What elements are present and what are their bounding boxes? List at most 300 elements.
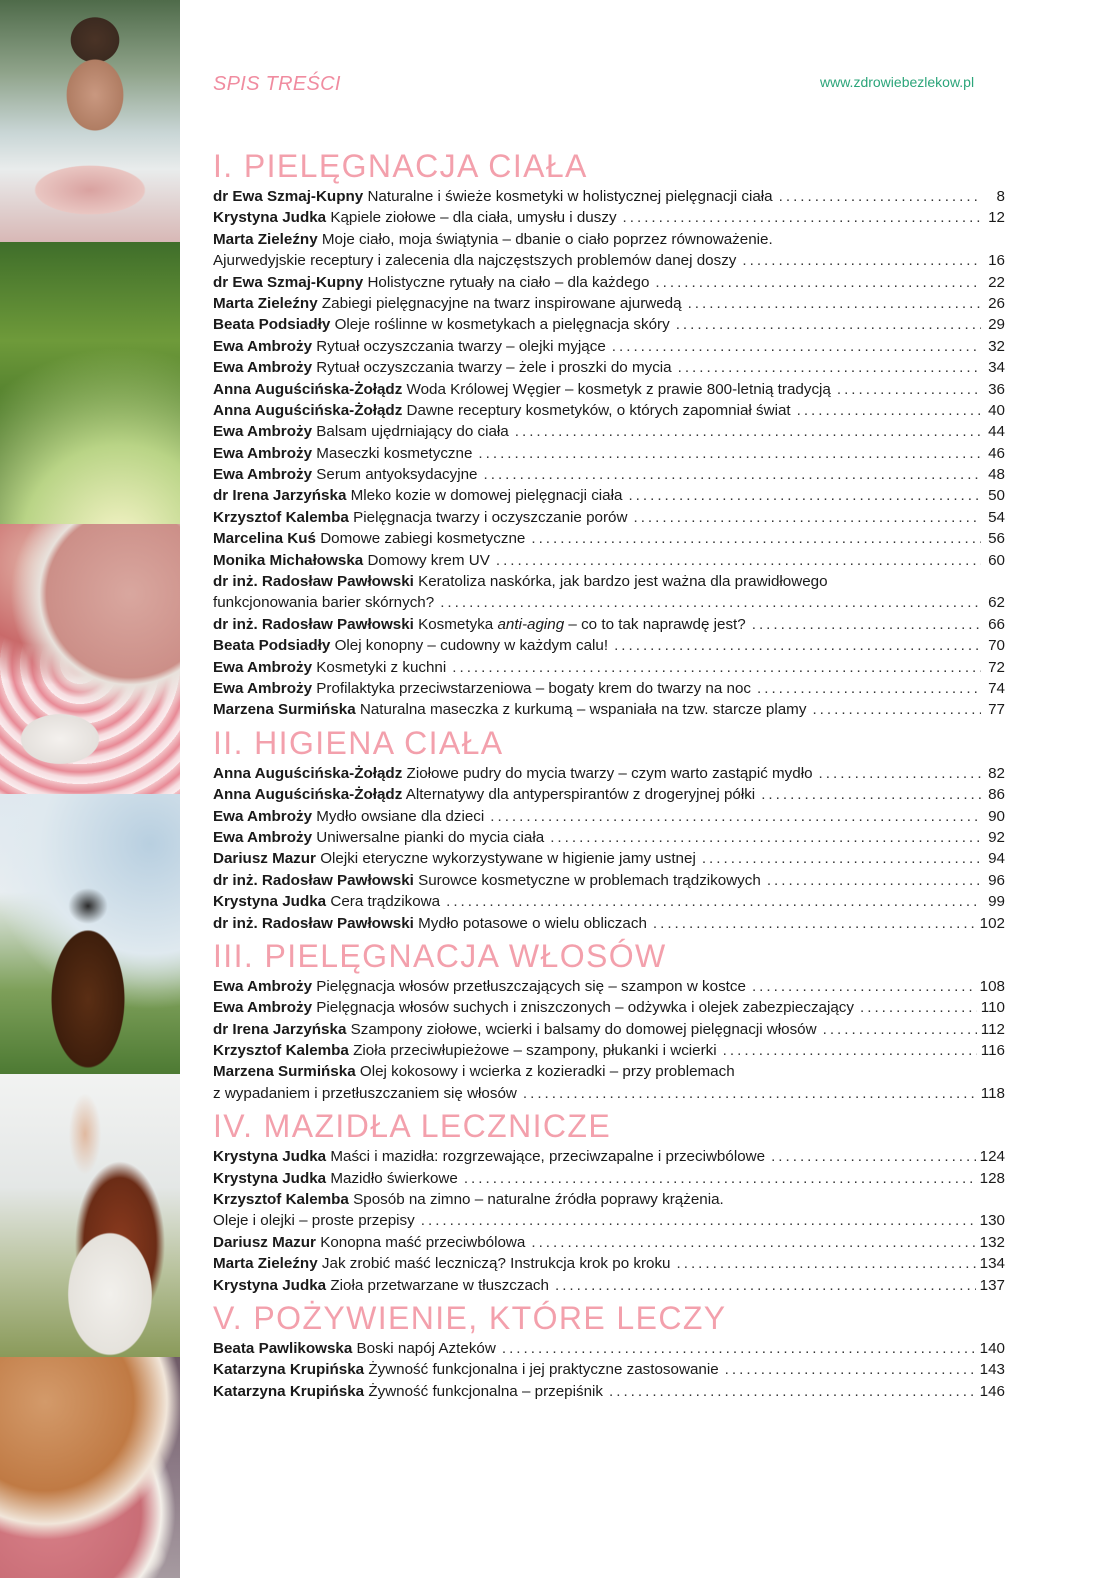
article-title: Jak zrobić maść leczniczą? Instrukcja krok po kroku xyxy=(321,1255,671,1273)
toc-entry-text xyxy=(213,272,649,293)
toc-entry-line xyxy=(213,997,1005,1018)
toc-entry-line xyxy=(213,891,1005,912)
toc-entry-text xyxy=(213,571,828,592)
author-name: Krzysztof Kalemba xyxy=(213,1191,349,1209)
article-title-continued: z wypadaniem i przetłuszczaniem się włosów xyxy=(213,1084,517,1102)
toc-entry[interactable] xyxy=(213,657,1005,678)
leader-dots xyxy=(446,891,981,912)
page-number: 92 xyxy=(988,828,1005,846)
page-number: 143 xyxy=(979,1361,1005,1379)
toc-entry-line xyxy=(213,1338,1005,1359)
leader-dots xyxy=(761,784,981,805)
toc-entry-line xyxy=(213,848,1005,869)
toc-entry-text xyxy=(213,443,472,464)
author-name: Ewa Ambroży xyxy=(213,679,313,697)
article-title: Woda Królowej Węgier – kosmetyk z prawie 800-letnią tradycją xyxy=(406,380,831,398)
article-title: Domowe zabiegi kosmetyczne xyxy=(320,530,526,548)
toc-entry-line xyxy=(213,870,1005,891)
author-name: Katarzyna Krupińska xyxy=(213,1361,365,1379)
toc-entry[interactable] xyxy=(213,443,1005,464)
page-number: 124 xyxy=(979,1148,1005,1166)
section-title: II. HIGIENA CIAŁA xyxy=(213,724,504,761)
author-name: Ewa Ambroży xyxy=(213,977,313,995)
toc-entry[interactable] xyxy=(213,485,1005,506)
toc-entry-line xyxy=(213,357,1005,378)
leader-dots xyxy=(464,1168,976,1189)
toc-entry[interactable] xyxy=(213,357,1005,378)
toc-entry[interactable] xyxy=(213,870,1005,891)
toc-entry-text xyxy=(213,485,622,506)
toc-entry-text xyxy=(213,1061,735,1082)
page-number: 12 xyxy=(988,209,1005,227)
author-name: Ewa Ambroży xyxy=(213,466,313,484)
natural-ingredients-photo xyxy=(0,1357,180,1578)
toc-entry-line xyxy=(213,678,1005,699)
toc-entry-text xyxy=(213,421,509,442)
toc-entry-text xyxy=(213,891,440,912)
page-number: 94 xyxy=(988,850,1005,868)
toc-entry-text xyxy=(213,229,773,250)
article-title: Balsam ujędrniający do ciała xyxy=(316,423,509,441)
leader-dots xyxy=(823,1019,977,1040)
leader-dots xyxy=(812,699,981,720)
article-title: Zabiegi pielęgnacyjne na twarz inspirowane ajurwedą xyxy=(321,294,682,312)
author-name: Krystyna Judka xyxy=(213,893,327,911)
toc-entry-line xyxy=(213,229,1005,250)
page-number: 48 xyxy=(988,466,1005,484)
article-title: Szampony ziołowe, wcierki i balsamy do domowej pielęgnacji włosów xyxy=(350,1020,817,1038)
page-number: 118 xyxy=(980,1084,1005,1102)
author-name: Krystyna Judka xyxy=(213,1169,327,1187)
author-name: Marta Zieleźny xyxy=(213,294,318,312)
toc-entry[interactable] xyxy=(213,1019,1005,1040)
author-name: Ewa Ambroży xyxy=(213,658,313,676)
toc-entry[interactable] xyxy=(213,314,1005,335)
toc-entry-line xyxy=(213,507,1005,528)
toc-entry[interactable] xyxy=(213,1381,1005,1402)
article-title: Konopna maść przeciwbólowa xyxy=(320,1233,526,1251)
toc-entry[interactable] xyxy=(213,1275,1005,1296)
toc-entry-text xyxy=(213,550,490,571)
leader-dots xyxy=(502,1338,976,1359)
toc-entry[interactable] xyxy=(213,336,1005,357)
toc-entry-line xyxy=(213,1253,1005,1274)
page-number: 32 xyxy=(988,337,1005,355)
author-name: dr inż. Radosław Pawłowski xyxy=(213,573,414,591)
page-number: 86 xyxy=(988,786,1005,804)
toc-entry-line xyxy=(213,1232,1005,1253)
page-number: 137 xyxy=(979,1276,1005,1294)
toc-entry-line xyxy=(213,657,1005,678)
toc-entry[interactable] xyxy=(213,1040,1005,1061)
toc-entry[interactable] xyxy=(213,464,1005,485)
author-name: Ewa Ambroży xyxy=(213,828,313,846)
toc-entry-text xyxy=(213,763,813,784)
author-name: dr Ewa Szmaj-Kupny xyxy=(213,188,364,205)
article-title-continued: Oleje i olejki – proste przepisy xyxy=(213,1212,415,1230)
author-name: Ewa Ambroży xyxy=(213,423,313,441)
leader-dots xyxy=(767,870,981,891)
article-title: Maseczki kosmetyczne xyxy=(316,444,473,462)
toc-entry-line xyxy=(213,400,1005,421)
author-name: Krystyna Judka xyxy=(213,1276,327,1294)
author-name: Beata Podsiadły xyxy=(213,637,331,655)
page-number: 8 xyxy=(996,188,1005,205)
toc-entry-line xyxy=(213,784,1005,805)
article-title-italic: anti-aging xyxy=(497,615,565,633)
author-name: Ewa Ambroży xyxy=(213,359,313,377)
toc-entry-text xyxy=(213,528,525,549)
toc-entry-text xyxy=(213,806,484,827)
toc-entry[interactable] xyxy=(213,528,1005,549)
toc-entry-text xyxy=(213,1040,717,1061)
toc-entry-line xyxy=(213,250,1005,271)
toc-entry-line xyxy=(213,1381,1005,1402)
leader-dots xyxy=(837,379,981,400)
toc-entry[interactable] xyxy=(213,1359,1005,1380)
author-name: dr Irena Jarzyńska xyxy=(213,487,347,505)
toc-entry-text xyxy=(213,827,544,848)
toc-entry-line xyxy=(213,1275,1005,1296)
toc-entry-line xyxy=(213,1189,1005,1210)
forest-meditation-photo xyxy=(0,242,180,524)
toc-entry[interactable] xyxy=(213,229,1005,272)
toc-entry[interactable] xyxy=(213,976,1005,997)
leader-dots xyxy=(779,186,981,207)
toc-entry-text xyxy=(213,657,446,678)
article-title: Żywność funkcjonalna – przepiśnik xyxy=(368,1382,604,1400)
page-number: 108 xyxy=(979,977,1005,995)
leader-dots xyxy=(612,336,981,357)
toc-entry[interactable] xyxy=(213,635,1005,656)
article-title: Rytuał oczyszczania twarzy – olejki myjące xyxy=(316,337,606,355)
leader-dots xyxy=(452,657,981,678)
section-title: V. POŻYWIENIE, KTÓRE LECZY xyxy=(213,1299,727,1336)
toc-entry-text xyxy=(213,870,761,891)
leader-dots xyxy=(614,635,981,656)
toc-entry[interactable] xyxy=(213,827,1005,848)
author-name: Marta Zieleźny xyxy=(213,230,318,248)
toc-entry-text xyxy=(213,379,831,400)
toc-entry-text xyxy=(213,207,617,228)
author-name: Marzena Surmińska xyxy=(213,701,356,719)
toc-entry-text xyxy=(213,336,606,357)
page-number: 77 xyxy=(988,701,1005,719)
toc-entry-text xyxy=(213,1168,458,1189)
toc-entry-text xyxy=(213,1381,603,1402)
article-title: Alternatywy dla antyperspirantów z drogeryjnej półki xyxy=(405,786,756,804)
page-number: 26 xyxy=(988,294,1005,312)
author-name: Anna Auguścińska-Żołądz xyxy=(213,380,403,398)
toc-entry-text xyxy=(213,997,854,1018)
toc-entry-line xyxy=(213,336,1005,357)
toc-entry[interactable] xyxy=(213,848,1005,869)
page-number: 22 xyxy=(988,273,1005,291)
author-name: Anna Auguścińska-Żołądz xyxy=(213,786,403,804)
toc-entry-text xyxy=(213,678,751,699)
toc-entry-line xyxy=(213,614,1005,635)
article-title: Boski napój Azteków xyxy=(356,1339,496,1357)
toc-entry-text xyxy=(213,784,755,805)
page-number: 60 xyxy=(988,551,1005,569)
page-number: 54 xyxy=(988,508,1005,526)
toc-entry-text xyxy=(213,635,608,656)
leader-dots xyxy=(757,678,981,699)
toc-entry-line xyxy=(213,485,1005,506)
toc-entry-text xyxy=(213,913,647,934)
author-name: Dariusz Mazur xyxy=(213,850,316,868)
section-title: I. PIELĘGNACJA CIAŁA xyxy=(213,148,588,184)
author-name: dr Ewa Szmaj-Kupny xyxy=(213,273,364,291)
article-title: Olej kokosowy i wcierka z kozieradki – przy problemach xyxy=(359,1063,735,1081)
page-number: 110 xyxy=(980,999,1005,1017)
author-name: Krystyna Judka xyxy=(213,209,327,227)
leader-dots xyxy=(752,976,976,997)
page-number: 132 xyxy=(979,1233,1005,1251)
article-title: Oleje roślinne w kosmetykach a pielęgnacja skóry xyxy=(334,316,670,334)
toc-entry-text xyxy=(213,699,806,720)
toc-entry-text xyxy=(213,507,627,528)
toc-entry-text xyxy=(213,1253,671,1274)
toc-entry[interactable] xyxy=(213,763,1005,784)
article-title: Domowy krem UV xyxy=(367,551,490,569)
leader-dots xyxy=(725,1359,976,1380)
section-title: IV. MAZIDŁA LECZNICZE xyxy=(213,1108,612,1145)
article-title: Zioła przetwarzane w tłuszczach xyxy=(330,1276,549,1294)
article-title: Sposób na zimno – naturalne źródła poprawy krążenia. xyxy=(353,1191,724,1209)
author-name: Katarzyna Krupińska xyxy=(213,1382,365,1400)
toc-entry-line xyxy=(213,528,1005,549)
page-number: 134 xyxy=(979,1255,1005,1273)
page-number: 66 xyxy=(988,615,1005,633)
page-number: 99 xyxy=(988,893,1005,911)
toc-entry-line xyxy=(213,421,1005,442)
author-name: Krzysztof Kalemba xyxy=(213,1042,349,1060)
author-name: Ewa Ambroży xyxy=(213,807,313,825)
page-heading: SPIS TREŚCI xyxy=(213,73,341,95)
toc-entry-line xyxy=(213,1146,1005,1167)
toc-entry-line xyxy=(213,550,1005,571)
toc-entry-text xyxy=(213,614,746,635)
toc-entry[interactable] xyxy=(213,1338,1005,1359)
website-url[interactable]: www.zdrowiebezlekow.pl xyxy=(820,74,975,90)
toc-entry-line xyxy=(213,806,1005,827)
leader-dots xyxy=(723,1040,977,1061)
toc-entry[interactable] xyxy=(213,421,1005,442)
leader-dots xyxy=(421,1210,976,1231)
author-name: dr inż. Radosław Pawłowski xyxy=(213,615,414,633)
toc-entry[interactable] xyxy=(213,997,1005,1018)
toc-entry[interactable] xyxy=(213,293,1005,314)
author-name: Anna Auguścińska-Żołądz xyxy=(213,764,403,782)
leader-dots xyxy=(490,806,981,827)
toc-entry-line xyxy=(213,1083,1005,1104)
article-title-continued: funkcjonowania barier skórnych? xyxy=(213,594,435,612)
toc-entry-text xyxy=(213,314,670,335)
page-number: 130 xyxy=(979,1212,1005,1230)
toc-entry[interactable] xyxy=(213,614,1005,635)
article-title: Pielęgnacja twarzy i oczyszczanie porów xyxy=(353,508,628,526)
article-title: Ziołowe pudry do mycia twarzy – czym warto zastąpić mydło xyxy=(406,764,813,782)
leader-dots xyxy=(677,1253,976,1274)
leader-dots xyxy=(623,207,981,228)
article-title: Naturalna maseczka z kurkumą – wspaniała na tzw. starcze plamy xyxy=(359,701,807,719)
spa-bath-photo xyxy=(0,0,180,242)
leader-dots xyxy=(523,1083,977,1104)
toc-entry[interactable] xyxy=(213,207,1005,228)
article-title: Żywność funkcjonalna i jej praktyczne zastosowanie xyxy=(368,1361,719,1379)
toc-entry-line xyxy=(213,1359,1005,1380)
woman-hair-photo xyxy=(0,1074,180,1357)
author-name: dr Irena Jarzyńska xyxy=(213,1020,347,1038)
section-title: III. PIELĘGNACJA WŁOSÓW xyxy=(213,937,667,974)
leader-dots xyxy=(531,1232,975,1253)
toc-entry[interactable] xyxy=(213,678,1005,699)
leader-dots xyxy=(797,400,981,421)
author-name: Marta Zieleźny xyxy=(213,1255,318,1273)
page-number: 90 xyxy=(988,807,1005,825)
toc-entry[interactable] xyxy=(213,1168,1005,1189)
toc-entry[interactable] xyxy=(213,699,1005,720)
article-title: Keratoliza naskórka, jak bardzo jest ważna dla prawidłowego xyxy=(418,573,828,591)
article-title: Kosmetyki z kuchni xyxy=(316,658,447,676)
toc-entry[interactable] xyxy=(213,571,1005,614)
leader-dots xyxy=(688,293,981,314)
author-name: Marzena Surmińska xyxy=(213,1063,356,1081)
toc-entry-text xyxy=(213,848,696,869)
leader-dots xyxy=(555,1275,976,1296)
page-number: 112 xyxy=(980,1020,1005,1038)
toc-entry[interactable] xyxy=(213,186,1005,207)
toc-entry-text xyxy=(213,1189,724,1210)
leader-dots xyxy=(678,357,981,378)
toc-entry[interactable] xyxy=(213,1253,1005,1274)
toc-entry-text xyxy=(213,186,773,207)
page-number: 96 xyxy=(988,871,1005,889)
page-number: 44 xyxy=(988,423,1005,441)
leader-dots xyxy=(860,997,977,1018)
toc-entry-text xyxy=(213,1146,765,1167)
toc-entry[interactable] xyxy=(213,1146,1005,1167)
leader-dots xyxy=(771,1146,976,1167)
toc-entry[interactable] xyxy=(213,507,1005,528)
article-title: Maści i mazidła: rozgrzewające, przeciwzapalne i przeciwbólowe xyxy=(330,1148,766,1166)
toc-entry[interactable] xyxy=(213,272,1005,293)
author-name: Dariusz Mazur xyxy=(213,1233,316,1251)
toc-entry-line xyxy=(213,571,1005,592)
leader-dots xyxy=(609,1381,976,1402)
rose-petals-cosmetics-photo xyxy=(0,524,180,794)
author-name: dr inż. Radosław Pawłowski xyxy=(213,871,414,889)
author-name: Krzysztof Kalemba xyxy=(213,508,349,526)
author-name: Beata Pawlikowska xyxy=(213,1339,353,1357)
page-number: 82 xyxy=(988,764,1005,782)
essential-oil-bottle-photo xyxy=(0,794,180,1074)
page-number: 29 xyxy=(988,316,1005,334)
toc-entry[interactable] xyxy=(213,784,1005,805)
toc-entry-line xyxy=(213,293,1005,314)
author-name: Beata Podsiadły xyxy=(213,316,331,334)
toc-entry[interactable] xyxy=(213,806,1005,827)
leader-dots xyxy=(653,913,976,934)
article-title: Zioła przeciwłupieżowe – szampony, płukanki i wcierki xyxy=(353,1042,717,1060)
article-title: Holistyczne rytuały na ciało – dla każdego xyxy=(367,273,650,291)
page-number: 36 xyxy=(988,380,1005,398)
article-title: Rytuał oczyszczania twarzy – żele i proszki do mycia xyxy=(316,359,672,377)
page-number: 116 xyxy=(980,1042,1005,1060)
leader-dots xyxy=(478,443,981,464)
toc-entry-line xyxy=(213,1019,1005,1040)
toc-entry[interactable] xyxy=(213,1189,1005,1232)
page-number: 16 xyxy=(988,252,1005,270)
leader-dots xyxy=(819,763,981,784)
article-title: Dawne receptury kosmetyków, o których zapomniał świat xyxy=(406,401,791,419)
toc-entry-line xyxy=(213,207,1005,228)
page-number: 146 xyxy=(979,1382,1005,1400)
page-number: 128 xyxy=(979,1169,1005,1187)
toc-entry-line xyxy=(213,913,1005,934)
toc-entry-text xyxy=(213,464,478,485)
article-title: Pielęgnacja włosów suchych i zniszczonych – odżywka i olejek zabezpieczający xyxy=(316,999,854,1017)
toc-entry-line xyxy=(213,464,1005,485)
author-name: Ewa Ambroży xyxy=(213,337,313,355)
page-number: 72 xyxy=(988,658,1005,676)
leader-dots xyxy=(742,250,981,271)
page-number: 102 xyxy=(979,914,1005,932)
toc-entry[interactable] xyxy=(213,550,1005,571)
toc-entry-line xyxy=(213,592,1005,613)
toc-entry-text xyxy=(213,1232,525,1253)
leader-dots xyxy=(550,827,981,848)
article-title: Olej konopny – cudowny w każdym calu! xyxy=(334,637,609,655)
page-number: 70 xyxy=(988,637,1005,655)
toc-entry[interactable] xyxy=(213,1232,1005,1253)
leader-dots xyxy=(484,464,982,485)
toc-entry-line xyxy=(213,443,1005,464)
leader-dots xyxy=(633,507,981,528)
author-name: Ewa Ambroży xyxy=(213,444,313,462)
article-title: Mydło potasowe o wielu obliczach xyxy=(418,914,647,932)
leader-dots xyxy=(702,848,981,869)
toc-entry-text xyxy=(213,400,791,421)
article-title: Profilaktyka przeciwstarzeniowa – bogaty krem do twarzy na noc xyxy=(316,679,751,697)
article-title: Mydło owsiane dla dzieci xyxy=(316,807,485,825)
leader-dots xyxy=(655,272,981,293)
article-title: Serum antyoksydacyjne xyxy=(316,466,478,484)
toc-entry[interactable] xyxy=(213,1061,1005,1104)
page-number: 34 xyxy=(988,359,1005,377)
toc-entry[interactable] xyxy=(213,891,1005,912)
toc-entry[interactable] xyxy=(213,913,1005,934)
toc-entry-text xyxy=(213,1019,817,1040)
toc-entry-line xyxy=(213,699,1005,720)
leader-dots xyxy=(676,314,981,335)
page-number: 56 xyxy=(988,530,1005,548)
article-title: Olejki eteryczne wykorzystywane w higienie jamy ustnej xyxy=(320,850,696,868)
author-name: dr inż. Radosław Pawłowski xyxy=(213,914,414,932)
article-title: Moje ciało, moja świątynia – dbanie o ciało poprzez równoważenie. xyxy=(321,230,773,248)
article-title: Pielęgnacja włosów przetłuszczających się – szampon w kostce xyxy=(316,977,746,995)
toc-entry-line xyxy=(213,1040,1005,1061)
toc-entry[interactable] xyxy=(213,400,1005,421)
toc-entry-line xyxy=(213,1061,1005,1082)
author-name: Krystyna Judka xyxy=(213,1148,327,1166)
table-of-contents xyxy=(213,146,1005,1402)
article-title: Uniwersalne pianki do mycia ciała xyxy=(316,828,545,846)
toc-entry[interactable] xyxy=(213,379,1005,400)
toc-entry-line xyxy=(213,1210,1005,1231)
toc-entry-text xyxy=(213,1338,496,1359)
